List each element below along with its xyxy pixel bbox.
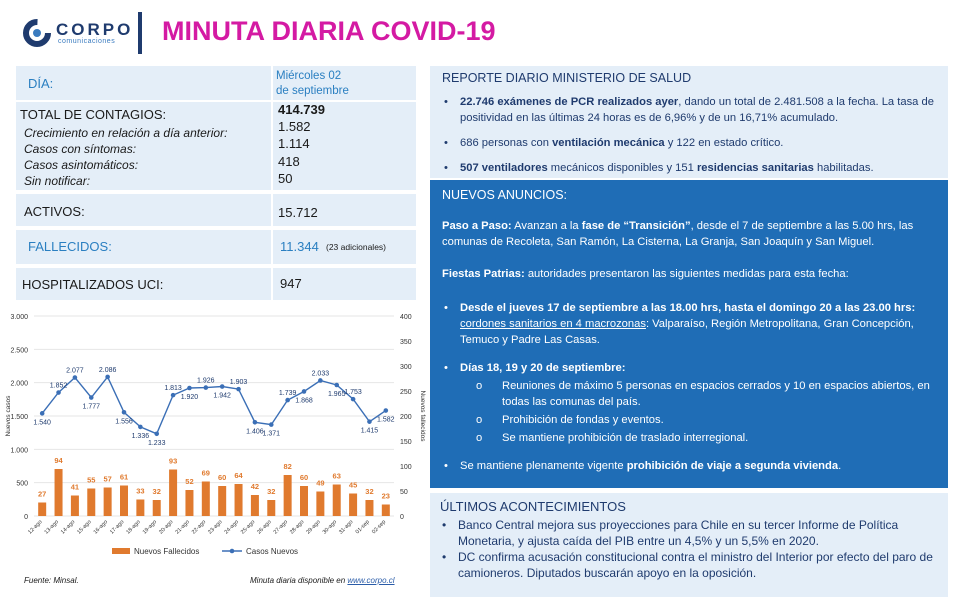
uci-value: 947 <box>280 276 302 291</box>
sin-notificar-value: 50 <box>278 171 293 186</box>
dia-label-box <box>16 66 271 100</box>
ultimos-list <box>440 517 940 581</box>
uci-label: HOSPITALIZADOS UCI: <box>22 277 164 292</box>
line-point <box>105 375 110 380</box>
legend-line-label: Casos Nuevos <box>246 547 299 556</box>
crecimiento-value: 1.582 <box>278 119 311 134</box>
fiestas-bold: Fiestas Patrias: <box>442 268 525 280</box>
sintomas-value: 1.114 <box>278 136 310 151</box>
fuente-text: Fuente: Minsal. <box>24 576 79 585</box>
bar-fallecidos <box>218 486 226 516</box>
reporte-panel <box>430 66 948 178</box>
paso-b: , desde el 7 de septiembre a las 5.00 hrs, las comunas de Recoleta, San Ramón, La Cisterna, La Granja, San Joaquín y San Miguel. <box>442 220 914 248</box>
bar-label: 82 <box>283 462 292 471</box>
anuncio-b2-bold: Días 18, 19 y 20 de septiembre: <box>460 362 626 374</box>
line-label: 1.336 <box>131 432 150 440</box>
reporte-b2-b: y 122 en estado crítico. <box>664 137 784 149</box>
fiestas-text <box>442 266 938 282</box>
legend-line-marker <box>230 549 235 554</box>
reporte-b1-bold: 22.746 exámenes de PCR realizados ayer <box>460 96 679 108</box>
anuncio-b1-bold: Desde el jueves 17 de septiembre a las 18.00 hrs, hasta el domingo 20 a las 23.00 hrs: <box>460 302 916 314</box>
y-right-tick: 300 <box>400 364 412 371</box>
x-tick: 31-ago <box>338 519 355 536</box>
anuncio-item <box>442 458 938 474</box>
fiestas-rest: autoridades presentaron las siguientes medidas para esta fecha: <box>524 268 849 280</box>
bar-fallecidos <box>38 503 46 517</box>
paso-bold: Paso a Paso: <box>442 220 512 232</box>
bar-label: 33 <box>136 486 145 496</box>
x-tick: 02-sep <box>371 519 388 536</box>
x-tick: 29-ago <box>305 519 322 536</box>
line-point <box>285 398 290 403</box>
y-left-tick: 0 <box>24 514 28 521</box>
x-tick: 17-ago <box>109 519 126 536</box>
x-tick: 22-ago <box>190 519 208 536</box>
y-left-tick: 3.000 <box>10 314 28 321</box>
bar-fallecidos <box>365 500 373 516</box>
y-right-tick: 150 <box>400 439 412 446</box>
bar-label: 60 <box>299 473 309 482</box>
bar-fallecidos <box>300 486 308 516</box>
reporte-b3-b: habilitadas. <box>813 162 874 174</box>
line-label: 2.077 <box>66 367 84 375</box>
bar-fallecidos <box>104 488 112 517</box>
x-tick: 24-ago <box>223 519 240 536</box>
bar-fallecidos <box>333 485 341 517</box>
anuncio-item <box>442 300 938 348</box>
y-left-label: Nuevos casos <box>5 395 12 437</box>
x-tick: 28-ago <box>289 519 306 536</box>
total-value: 414.739 <box>278 102 325 117</box>
bar-fallecidos <box>202 482 210 517</box>
line-point <box>334 383 339 388</box>
line-label: 1.540 <box>33 419 51 427</box>
bar-fallecidos <box>55 469 63 516</box>
reporte-b1-rest: , dando un total de 2.481.508 a la fecha. La tasa de positividad en las últimas 24 horas es de 6,96% y de un 16,71% acumulado. <box>460 96 934 124</box>
legend-bar-swatch <box>112 548 130 554</box>
line-point <box>204 385 209 390</box>
line-label: 1.777 <box>82 403 101 411</box>
ultimos-panel <box>430 493 948 597</box>
anuncio-subitem: o Prohibición de fondas y eventos. <box>442 412 938 428</box>
line-point <box>269 422 274 427</box>
reporte-b2-bold: ventilación mecánica <box>552 137 665 149</box>
line-point <box>318 378 323 383</box>
page-title: MINUTA DIARIA COVID-19 <box>162 16 496 46</box>
y-right-tick: 100 <box>400 464 412 471</box>
corpo-link[interactable]: www.corpo.cl <box>347 576 395 585</box>
line-point <box>73 375 78 380</box>
bar-label: 45 <box>348 480 358 490</box>
line-label: 1.415 <box>360 427 379 435</box>
line-point <box>154 432 159 437</box>
y-right-tick: 50 <box>400 489 408 496</box>
paso-bold2: fase de “Transición” <box>581 220 691 232</box>
line-label: 1.556 <box>115 418 133 426</box>
bar-label: 49 <box>316 478 325 488</box>
dia-label: DÍA: <box>28 76 54 91</box>
y-right-tick: 200 <box>400 414 412 421</box>
x-tick: 25-ago <box>239 519 257 536</box>
line-label: 1.813 <box>164 385 182 393</box>
line-label: 1.753 <box>344 389 362 397</box>
reporte-item <box>442 135 940 151</box>
line-label: 1.233 <box>147 439 166 447</box>
bar-fallecidos <box>87 489 95 517</box>
line-point <box>367 419 372 424</box>
bar-fallecidos <box>185 490 193 516</box>
activos-value: 15.712 <box>278 205 318 220</box>
bar-label: 23 <box>381 491 390 501</box>
anuncios-title: NUEVOS ANUNCIOS: <box>442 188 568 202</box>
ultimos-item: • Banco Central mejora sus proyecciones para Chile en su tercer Informe de Política Monetaria, y ajusta caída del PIB entre un 4,5% y un 5,5% en 2020. <box>440 517 940 549</box>
bar-label: 61 <box>119 472 129 482</box>
line-point <box>138 425 143 430</box>
bar-fallecidos <box>136 500 144 517</box>
bar-fallecidos <box>267 500 275 516</box>
reporte-b3-a: mecánicos disponibles y 151 <box>547 162 697 174</box>
asintomaticos-label: Casos asintomáticos: <box>24 158 139 172</box>
line-label: 1.371 <box>262 430 281 438</box>
reporte-list <box>442 94 940 176</box>
bar-fallecidos <box>120 486 128 517</box>
anuncio-b3-a: Se mantiene plenamente vigente <box>460 460 627 472</box>
bar-label: 63 <box>332 471 341 481</box>
brand-tagline: comunicaciones <box>58 38 116 45</box>
bar-label: 32 <box>267 487 276 496</box>
y-right-tick: 350 <box>400 339 412 346</box>
bar-label: 93 <box>168 456 178 466</box>
paso-a: Avanzan a la <box>511 220 582 232</box>
x-tick: 16-ago <box>92 519 110 536</box>
paso-a-paso-text <box>442 218 938 250</box>
line-point <box>56 390 61 395</box>
reporte-title: REPORTE DIARIO MINISTERIO DE SALUD <box>442 71 692 85</box>
y-left-tick: 500 <box>16 480 28 488</box>
line-point <box>220 384 225 389</box>
bar-label: 55 <box>87 475 96 485</box>
x-tick: 27-ago <box>272 519 290 536</box>
line-label: 1.852 <box>49 382 68 390</box>
anuncio-sublist <box>442 378 938 446</box>
y-left-tick: 2.500 <box>10 347 28 355</box>
line-label: 1.406 <box>246 428 264 436</box>
bar-label: 57 <box>103 474 112 484</box>
y-right-tick: 250 <box>400 389 412 396</box>
bar-fallecidos <box>251 495 259 516</box>
minuta-text: Minuta diaria disponible en <box>250 576 348 585</box>
x-tick: 21-ago <box>174 519 191 536</box>
bar-label: 69 <box>201 468 210 478</box>
brand-name: CORPO <box>56 20 134 39</box>
bar-label: 32 <box>152 487 161 496</box>
line-point <box>187 386 192 391</box>
y-right-tick: 400 <box>400 314 412 321</box>
line-point <box>302 389 307 394</box>
anuncio-b1-u: cordones sanitarios en 4 macrozonas <box>460 318 646 330</box>
bar-label: 52 <box>185 477 194 486</box>
ultimos-title: ÚLTIMOS ACONTECIMIENTOS <box>440 499 626 514</box>
bar-label: 41 <box>70 482 80 492</box>
line-point <box>236 387 241 392</box>
sin-notificar-label: Sin notificar: <box>24 174 91 188</box>
asintomaticos-value: 418 <box>278 154 300 169</box>
reporte-item <box>442 160 940 176</box>
x-tick: 12-ago <box>27 519 44 536</box>
activos-label: ACTIVOS: <box>24 204 85 219</box>
reporte-item <box>442 94 940 126</box>
x-tick: 14-ago <box>59 519 77 536</box>
x-tick: 26-ago <box>256 519 273 536</box>
x-tick: 30-ago <box>321 519 339 536</box>
line-point <box>351 397 356 402</box>
minuta-footer <box>250 576 395 585</box>
bar-fallecidos <box>382 505 390 517</box>
x-tick: 20-ago <box>158 519 175 536</box>
bar-label: 94 <box>54 456 63 465</box>
line-label: 1.965 <box>327 391 346 398</box>
fallecidos-note: (23 adicionales) <box>326 242 387 252</box>
reporte-b3-bold1: 507 ventiladores <box>460 162 548 174</box>
anuncio-subitem: o Reuniones de máximo 5 personas en espacios cerrados y 10 en espacios abiertos, en todas las comunas del país. <box>442 378 938 410</box>
corpo-logo-icon <box>22 18 52 48</box>
bar-fallecidos <box>169 470 177 517</box>
y-left-tick: 2.000 <box>10 380 28 388</box>
legend-bar-label: Nuevos Fallecidos <box>134 547 200 556</box>
fallecidos-value: 11.344 <box>280 239 319 254</box>
anuncios-list <box>442 300 938 474</box>
line-point <box>40 411 45 416</box>
bar-label: 64 <box>234 471 243 480</box>
anuncio-subitem: o Se mantiene prohibición de traslado interregional. <box>442 430 938 446</box>
line-point <box>89 395 94 400</box>
dia-value-2: de septiembre <box>276 85 349 97</box>
fallecidos-label: FALLECIDOS: <box>28 239 112 254</box>
bar-label: 27 <box>38 489 47 499</box>
x-tick: 01-sep <box>354 519 371 536</box>
line-point <box>171 393 176 398</box>
bar-fallecidos <box>153 500 161 516</box>
reporte-b3-bold2: residencias sanitarias <box>696 162 814 174</box>
bar-label: 60 <box>218 473 227 482</box>
bar-fallecidos <box>71 496 79 517</box>
covid-chart <box>0 304 428 572</box>
bar-fallecidos <box>284 475 292 516</box>
line-label: 1.920 <box>180 394 199 401</box>
reporte-b2-a: 686 personas con <box>460 137 553 149</box>
ultimos-item: • DC confirma acusación constitucional contra el ministro del Interior por efecto del paro de camioneros. Diputados buscarán apoyo en la oposición. <box>440 549 940 581</box>
line-point <box>253 420 258 425</box>
line-label: 1.942 <box>213 392 231 400</box>
y-right-label: Nuevos fallecidos <box>419 390 426 442</box>
line-label: 1.903 <box>229 379 248 387</box>
total-label: TOTAL DE CONTAGIOS: <box>20 107 167 122</box>
line-label: 1.868 <box>295 397 313 405</box>
line-label: 2.033 <box>311 370 330 378</box>
bar-fallecidos <box>349 494 357 517</box>
line-label: 2.086 <box>98 366 117 374</box>
x-tick: 19-ago <box>141 519 159 536</box>
anuncio-b1-rest: : Valparaíso, Región Metropolitana, Gran Concepción, Temuco y Padre Las Casas. <box>460 318 914 346</box>
anuncio-b3-b: . <box>838 460 842 472</box>
anuncios-panel <box>430 180 948 488</box>
sintomas-label: Casos con síntomas: <box>24 142 137 156</box>
bar-label: 42 <box>250 482 260 491</box>
header-divider <box>138 12 142 54</box>
y-left-tick: 1.500 <box>10 414 28 421</box>
y-right-tick: 0 <box>400 514 404 521</box>
anuncio-item <box>442 360 938 446</box>
x-tick: 18-ago <box>125 519 142 536</box>
x-tick: 23-ago <box>207 519 224 536</box>
line-point <box>384 408 389 413</box>
x-tick: 15-ago <box>76 519 93 536</box>
x-tick: 13-ago <box>43 519 60 536</box>
anuncio-b3-bold: prohibición de viaje a segunda vivienda <box>626 460 839 472</box>
line-point <box>122 410 127 415</box>
dia-value-1: Miércoles 02 <box>276 70 342 82</box>
bar-fallecidos <box>235 484 243 516</box>
line-label: 1.739 <box>278 390 297 398</box>
bar-label: 32 <box>365 487 374 496</box>
crecimiento-label: Crecimiento en relación a día anterior: <box>24 126 228 140</box>
line-label: 1.926 <box>197 377 215 385</box>
line-label: 1.582 <box>377 416 395 424</box>
bar-fallecidos <box>316 492 324 517</box>
y-left-tick: 1.000 <box>10 447 28 455</box>
